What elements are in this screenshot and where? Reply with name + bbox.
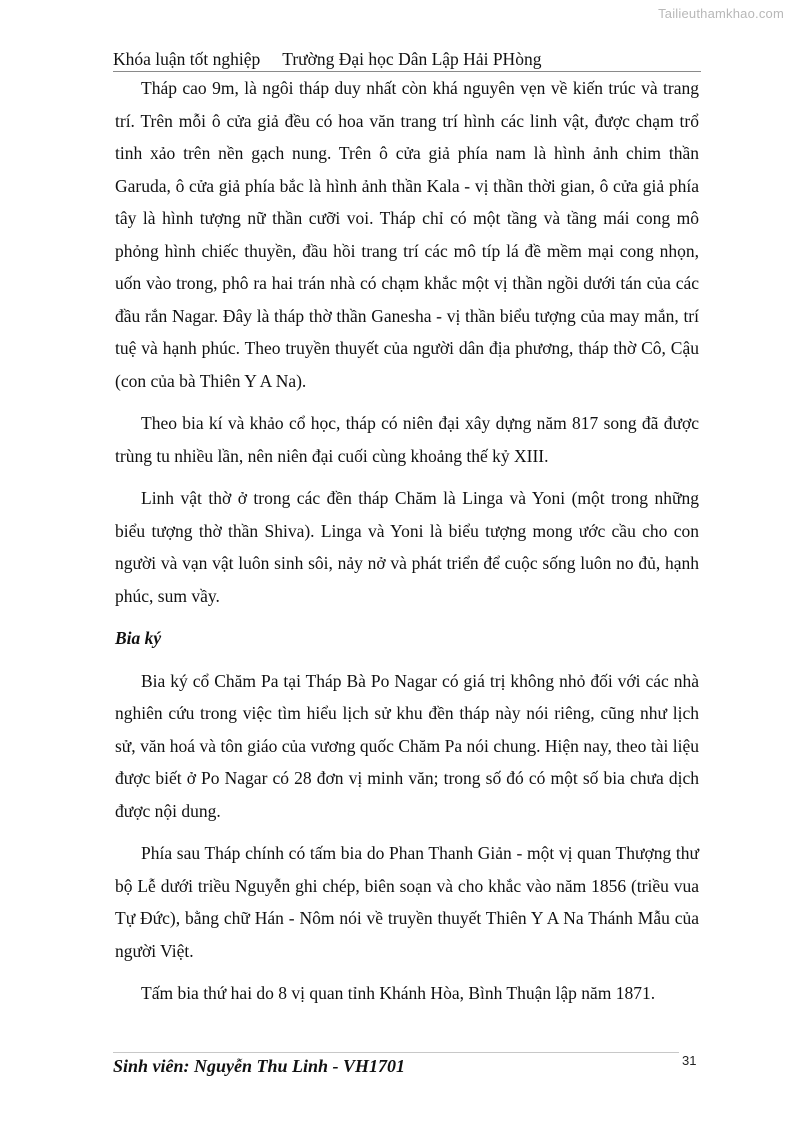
- school-name: Trường Đại học Dân Lập Hải PHòng: [282, 49, 542, 69]
- paragraph-tower-dating: Theo bia kí và khảo cổ học, tháp có niên đại xây dựng năm 817 song đã được trùng tu nhiều lần, nên niên đại cuối cùng khoảng thế kỷ XIII.: [115, 413, 699, 466]
- page-number: 31: [682, 1053, 697, 1068]
- paragraph-phan-thanh-gian-stele: Phía sau Tháp chính có tấm bia do Phan Thanh Giản - một vị quan Thượng thư bộ Lễ dưới triều Nguyễn ghi chép, biên soạn và cho khắc vào năm 1856 (triều vua Tự Đức), bằng chữ Hán - Nôm nói về truyền thuyết Thiên Y A Na Thánh Mẫu của người Việt.: [115, 843, 699, 961]
- paragraph-linga-yoni: Linh vật thờ ở trong các đền tháp Chăm là Linga và Yoni (một trong những biểu tượng thờ thần Shiva). Linga và Yoni là biểu tượng mong ước cầu cho con người và vạn vật luôn sinh sôi, nảy nở và phát triển để cuộc sống luôn no đủ, hạnh phúc, sum vầy.: [115, 488, 699, 606]
- paragraph-tower-description: Tháp cao 9m, là ngôi tháp duy nhất còn khá nguyên vẹn về kiến trúc và trang trí. Trên mỗi ô cửa giả đều có hoa văn trang trí hình các linh vật, được chạm trổ tinh xảo trên nền gạch nung. Trên ô cửa giả phía nam là hình ảnh chim thần Garuda, ô cửa giả phía bắc là hình ảnh thần Kala - vị thần thời gian, ô cửa giả phía tây là hình tượng nữ thần cưỡi voi. Tháp chỉ có một tầng và tầng mái cong mô phỏng hình chiếc thuyền, đầu hồi trang trí các mô típ lá đề mềm mại cong nhọn, uốn vào trong, phô ra hai trán nhà có chạm khắc một vị thần ngồi dưới tán của các đầu rắn Nagar. Đây là tháp thờ thần Ganesha - vị thần biểu tượng của may mắn, trí tuệ và hạnh phúc. Theo truyền thuyết của người dân địa phương, tháp thờ Cô, Cậu (con của bà Thiên Y A Na).: [115, 78, 699, 391]
- footer-divider: [113, 1052, 679, 1053]
- page-header: [113, 48, 701, 70]
- watermark: Tailieuthamkhao.com: [658, 6, 784, 21]
- document-body: [115, 72, 699, 1020]
- thesis-label: Khóa luận tốt nghiệp: [113, 49, 261, 69]
- footer-student: Sinh viên: Nguyễn Thu Linh - VH1701: [113, 1056, 406, 1076]
- paragraph-inscriptions: Bia ký cổ Chăm Pa tại Tháp Bà Po Nagar có giá trị không nhỏ đối với các nhà nghiên cứu trong việc tìm hiểu lịch sử khu đền tháp này nói riêng, cũng như lịch sử, văn hoá và tôn giáo của vương quốc Chăm Pa nói chung. Hiện nay, theo tài liệu được biết ở Po Nagar có 28 đơn vị minh văn; trong số đó có một số bia chưa dịch được nội dung.: [115, 670, 699, 821]
- paragraph-second-stele: Tấm bia thứ hai do 8 vị quan tỉnh Khánh Hòa, Bình Thuận lập năm 1871.: [141, 983, 656, 1003]
- section-heading-bia-ky: Bia ký: [115, 628, 162, 648]
